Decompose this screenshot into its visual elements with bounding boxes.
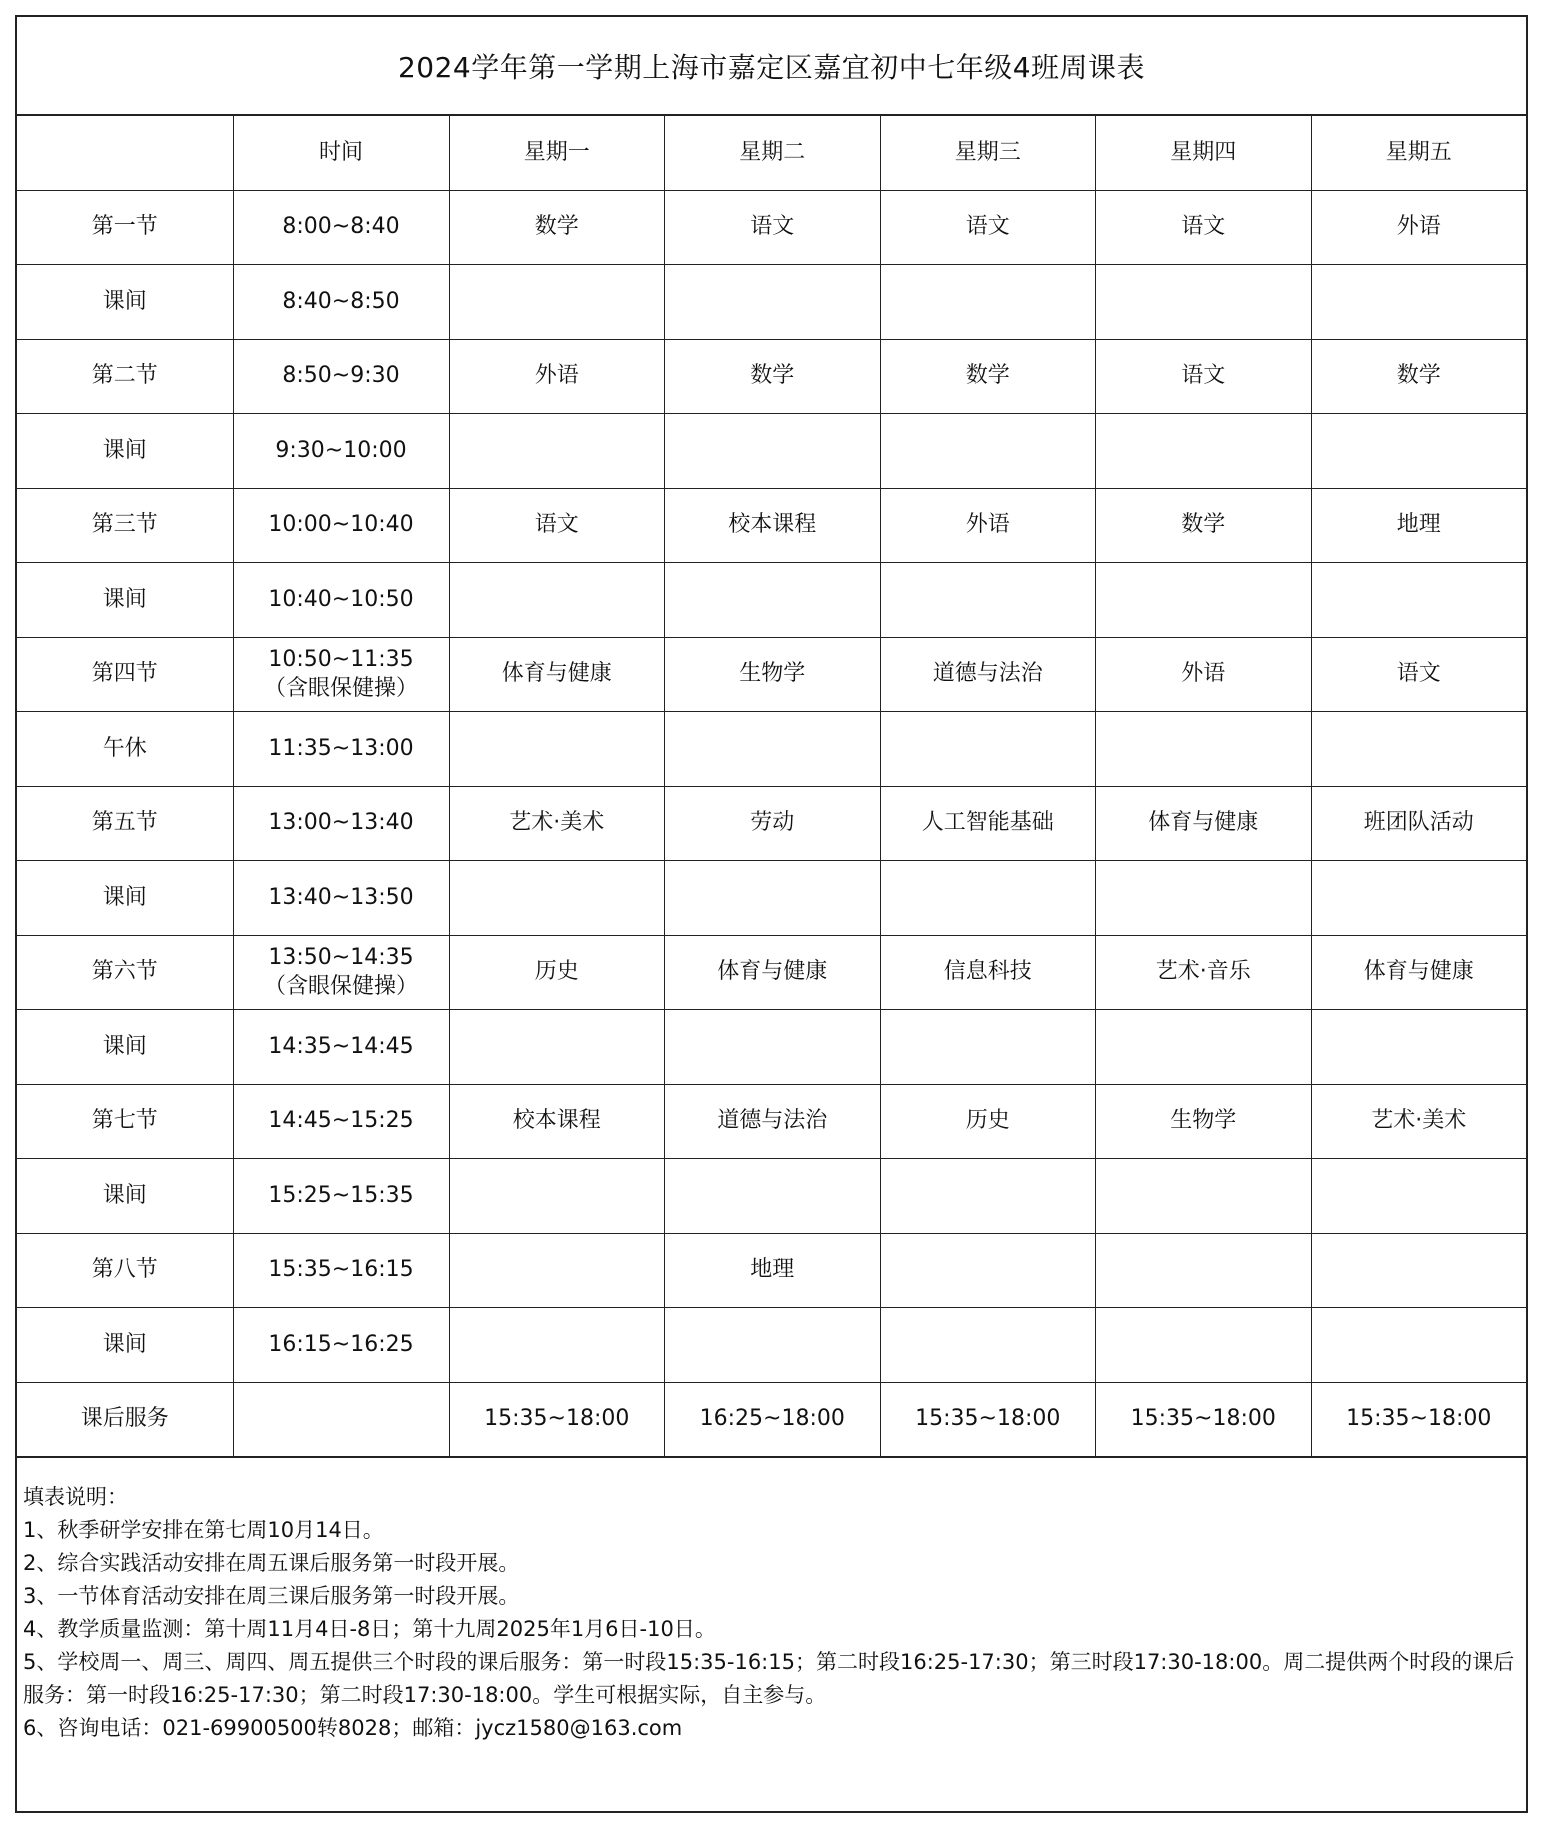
time-range: 10:40~10:50: [268, 586, 414, 612]
period-cell: 课间: [17, 1010, 233, 1085]
period-cell: 午休: [17, 712, 233, 787]
time-cell: [233, 637, 449, 712]
note-line: 1、秋季研学安排在第七周10月14日。: [23, 1518, 384, 1542]
subject-cell-wednesday: 语文: [880, 190, 1096, 265]
subject-cell-monday: [449, 563, 665, 638]
period-cell: 课间: [17, 414, 233, 489]
time-cell: [233, 1159, 449, 1234]
time-range: 15:25~15:35: [268, 1182, 414, 1208]
subject-cell-friday: 数学: [1311, 339, 1526, 414]
subject-cell-monday: [449, 265, 665, 340]
note-line: 4、教学质量监测：第十周11月4日-8日；第十九周2025年1月6日-10日。: [23, 1617, 716, 1641]
subject-cell-friday: [1311, 265, 1526, 340]
time-cell: [233, 414, 449, 489]
subject-cell-friday: [1311, 1010, 1526, 1085]
time-range: 13:50~14:35: [268, 944, 414, 970]
notes-heading: 填表说明：: [23, 1485, 128, 1509]
subject-cell-monday: [449, 712, 665, 787]
subject-cell-tuesday: 16:25~18:00: [665, 1382, 881, 1457]
subject-cell-thursday: [1096, 861, 1312, 936]
header-cell-corner: [17, 116, 233, 190]
subject-cell-tuesday: 校本课程: [665, 488, 881, 563]
subject-cell-thursday: 数学: [1096, 488, 1312, 563]
subject-cell-monday: 校本课程: [449, 1084, 665, 1159]
time-range: 10:00~10:40: [268, 512, 414, 538]
period-cell: 第六节: [17, 935, 233, 1010]
subject-cell-friday: [1311, 563, 1526, 638]
subject-cell-thursday: 语文: [1096, 190, 1312, 265]
subject-cell-wednesday: [880, 1010, 1096, 1085]
subject-cell-wednesday: 道德与法治: [880, 637, 1096, 712]
table-row: [17, 637, 1526, 712]
table-row: [17, 1233, 1526, 1308]
time-cell: [233, 1233, 449, 1308]
time-cell: [233, 339, 449, 414]
subject-cell-friday: [1311, 1308, 1526, 1383]
table-row: [17, 265, 1526, 340]
subject-cell-monday: 数学: [449, 190, 665, 265]
subject-cell-monday: [449, 861, 665, 936]
table-row: [17, 712, 1526, 787]
subject-cell-thursday: 艺术·音乐: [1096, 935, 1312, 1010]
period-cell: 第四节: [17, 637, 233, 712]
subject-cell-tuesday: [665, 1159, 881, 1234]
table-row: [17, 488, 1526, 563]
timetable-frame: [15, 15, 1528, 1813]
time-range: 10:50~11:35: [268, 646, 414, 672]
subject-cell-monday: [449, 1308, 665, 1383]
note-line: 5、学校周一、周三、周四、周五提供三个时段的课后服务：第一时段15:35-16:15；第二时段16:25-17:30；第三时段17:30-18:00。周二提供两个时段的课后服务：第一时段16:25-17:30；第二时段17:30-18:00。学生可根据实际，自主参与。: [23, 1650, 1515, 1707]
time-cell: [233, 786, 449, 861]
subject-cell-wednesday: [880, 414, 1096, 489]
subject-cell-thursday: [1096, 563, 1312, 638]
time-range: 8:40~8:50: [282, 288, 400, 314]
table-row: [17, 339, 1526, 414]
subject-cell-friday: 班团队活动: [1311, 786, 1526, 861]
subject-cell-friday: [1311, 1159, 1526, 1234]
period-cell: 课间: [17, 861, 233, 936]
period-cell: 第五节: [17, 786, 233, 861]
subject-cell-wednesday: [880, 712, 1096, 787]
table-row: [17, 563, 1526, 638]
notes-section: [23, 1481, 1520, 1745]
subject-cell-tuesday: [665, 1308, 881, 1383]
subject-cell-friday: 外语: [1311, 190, 1526, 265]
subject-cell-wednesday: [880, 1233, 1096, 1308]
subject-cell-monday: [449, 414, 665, 489]
subject-cell-friday: [1311, 861, 1526, 936]
table-row: [17, 190, 1526, 265]
subject-cell-monday: 语文: [449, 488, 665, 563]
schedule-body: [17, 116, 1526, 1457]
time-range: 8:00~8:40: [282, 214, 400, 240]
subject-cell-wednesday: [880, 1308, 1096, 1383]
period-cell: 课间: [17, 1308, 233, 1383]
time-range: 13:00~13:40: [268, 810, 414, 836]
time-range: 15:35~16:15: [268, 1257, 414, 1283]
subject-cell-tuesday: [665, 265, 881, 340]
time-range: 14:35~14:45: [268, 1033, 414, 1059]
subject-cell-wednesday: [880, 563, 1096, 638]
time-cell: [233, 488, 449, 563]
header-cell-wednesday: 星期三: [880, 116, 1096, 190]
time-cell: [233, 861, 449, 936]
table-row: [17, 1382, 1526, 1457]
table-row: [17, 786, 1526, 861]
table-row: [17, 1084, 1526, 1159]
subject-cell-thursday: 生物学: [1096, 1084, 1312, 1159]
page-title: 2024学年第一学期上海市嘉定区嘉宜初中七年级4班周课表: [17, 17, 1526, 116]
subject-cell-tuesday: 体育与健康: [665, 935, 881, 1010]
header-cell-time: 时间: [233, 116, 449, 190]
period-cell: 第二节: [17, 339, 233, 414]
subject-cell-tuesday: [665, 414, 881, 489]
subject-cell-monday: [449, 1159, 665, 1234]
subject-cell-tuesday: 劳动: [665, 786, 881, 861]
subject-cell-thursday: [1096, 712, 1312, 787]
subject-cell-thursday: 外语: [1096, 637, 1312, 712]
table-row: [17, 861, 1526, 936]
subject-cell-monday: 体育与健康: [449, 637, 665, 712]
subject-cell-monday: 15:35~18:00: [449, 1382, 665, 1457]
subject-cell-wednesday: 数学: [880, 339, 1096, 414]
period-cell: 课间: [17, 563, 233, 638]
time-cell: [233, 712, 449, 787]
time-range: 8:50~9:30: [282, 363, 400, 389]
subject-cell-wednesday: [880, 265, 1096, 340]
subject-cell-thursday: 体育与健康: [1096, 786, 1312, 861]
subject-cell-thursday: [1096, 1308, 1312, 1383]
note-line: 3、一节体育活动安排在周三课后服务第一时段开展。: [23, 1584, 520, 1608]
note-line: 6、咨询电话：021-69900500转8028；邮箱：jycz1580@163.com: [23, 1716, 683, 1740]
note-line: 2、综合实践活动安排在周五课后服务第一时段开展。: [23, 1551, 520, 1575]
subject-cell-thursday: [1096, 1233, 1312, 1308]
time-range: 14:45~15:25: [268, 1108, 414, 1134]
subject-cell-friday: 15:35~18:00: [1311, 1382, 1526, 1457]
subject-cell-tuesday: [665, 563, 881, 638]
subject-cell-thursday: 15:35~18:00: [1096, 1382, 1312, 1457]
header-cell-tuesday: 星期二: [665, 116, 881, 190]
subject-cell-tuesday: 语文: [665, 190, 881, 265]
table-row: [17, 414, 1526, 489]
subject-cell-wednesday: 信息科技: [880, 935, 1096, 1010]
period-cell: 第三节: [17, 488, 233, 563]
subject-cell-wednesday: [880, 1159, 1096, 1234]
period-cell: 第八节: [17, 1233, 233, 1308]
subject-cell-friday: [1311, 712, 1526, 787]
subject-cell-tuesday: [665, 712, 881, 787]
subject-cell-friday: [1311, 414, 1526, 489]
subject-cell-monday: 外语: [449, 339, 665, 414]
subject-cell-wednesday: 外语: [880, 488, 1096, 563]
subject-cell-monday: [449, 1010, 665, 1085]
header-cell-monday: 星期一: [449, 116, 665, 190]
time-range: 13:40~13:50: [268, 884, 414, 910]
header-cell-friday: 星期五: [1311, 116, 1526, 190]
time-cell: [233, 563, 449, 638]
period-cell: 第一节: [17, 190, 233, 265]
subject-cell-monday: 历史: [449, 935, 665, 1010]
subject-cell-friday: 地理: [1311, 488, 1526, 563]
table-row: [17, 935, 1526, 1010]
subject-cell-friday: [1311, 1233, 1526, 1308]
subject-cell-tuesday: [665, 1010, 881, 1085]
subject-cell-thursday: [1096, 1010, 1312, 1085]
period-cell: 课后服务: [17, 1382, 233, 1457]
subject-cell-monday: [449, 1233, 665, 1308]
subject-cell-thursday: [1096, 414, 1312, 489]
table-row: [17, 1308, 1526, 1383]
header-row: [17, 116, 1526, 190]
subject-cell-thursday: [1096, 1159, 1312, 1234]
subject-cell-thursday: [1096, 265, 1312, 340]
period-cell: 课间: [17, 1159, 233, 1234]
time-cell: [233, 190, 449, 265]
subject-cell-wednesday: 历史: [880, 1084, 1096, 1159]
subject-cell-tuesday: 数学: [665, 339, 881, 414]
time-cell: [233, 1308, 449, 1383]
subject-cell-friday: 艺术·美术: [1311, 1084, 1526, 1159]
time-cell: [233, 1382, 449, 1457]
subject-cell-monday: 艺术·美术: [449, 786, 665, 861]
subject-cell-tuesday: 道德与法治: [665, 1084, 881, 1159]
subject-cell-wednesday: [880, 861, 1096, 936]
table-row: [17, 1010, 1526, 1085]
table-row: [17, 1159, 1526, 1234]
time-range: 16:15~16:25: [268, 1331, 414, 1357]
subject-cell-thursday: 语文: [1096, 339, 1312, 414]
subject-cell-wednesday: 人工智能基础: [880, 786, 1096, 861]
subject-cell-tuesday: [665, 861, 881, 936]
time-note: （含眼保健操）: [263, 974, 418, 1000]
period-cell: 第七节: [17, 1084, 233, 1159]
header-cell-thursday: 星期四: [1096, 116, 1312, 190]
time-note: （含眼保健操）: [263, 676, 418, 702]
subject-cell-tuesday: 生物学: [665, 637, 881, 712]
period-cell: 课间: [17, 265, 233, 340]
subject-cell-friday: 体育与健康: [1311, 935, 1526, 1010]
time-cell: [233, 935, 449, 1010]
time-cell: [233, 1084, 449, 1159]
subject-cell-wednesday: 15:35~18:00: [880, 1382, 1096, 1457]
time-cell: [233, 265, 449, 340]
subject-cell-tuesday: 地理: [665, 1233, 881, 1308]
time-range: 11:35~13:00: [268, 735, 414, 761]
time-cell: [233, 1010, 449, 1085]
schedule-table: [17, 116, 1526, 1458]
time-range: 9:30~10:00: [275, 437, 407, 463]
subject-cell-friday: 语文: [1311, 637, 1526, 712]
